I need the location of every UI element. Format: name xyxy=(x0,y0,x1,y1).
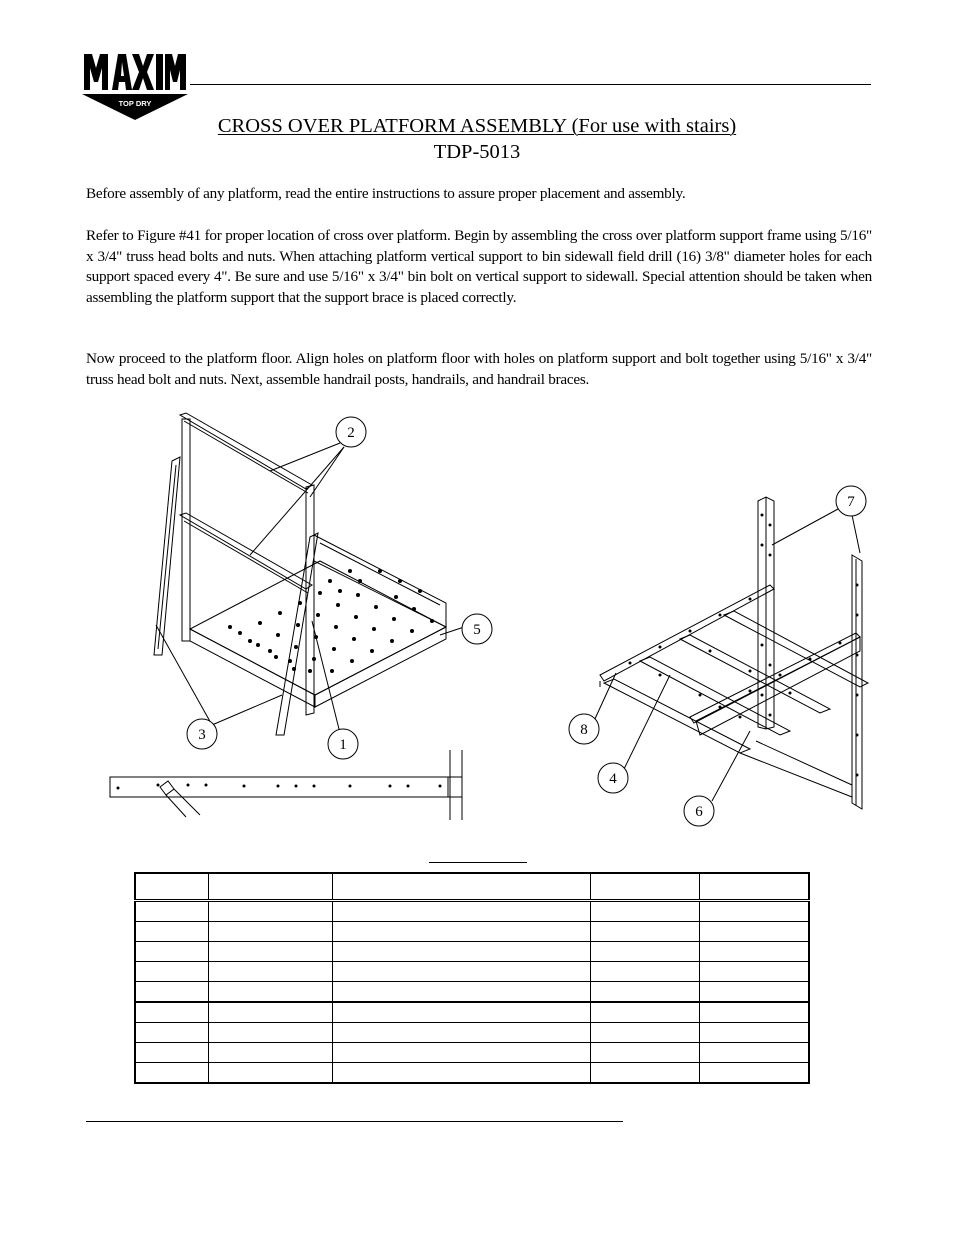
table-row xyxy=(135,942,809,962)
column-header xyxy=(332,873,590,901)
title-line-1: CROSS OVER PLATFORM ASSEMBLY (For use with stairs) xyxy=(217,115,737,137)
svg-text:2: 2 xyxy=(347,425,355,441)
table-cell xyxy=(208,1063,332,1084)
svg-text:1: 1 xyxy=(339,737,347,753)
table-cell xyxy=(208,942,332,962)
table-cell xyxy=(332,942,590,962)
table-cell xyxy=(699,1063,809,1084)
callout-6 xyxy=(684,796,714,826)
table-cell xyxy=(332,901,590,922)
table-cell xyxy=(208,982,332,1003)
table-cell xyxy=(590,1043,699,1063)
page-title xyxy=(0,114,954,164)
table-cell xyxy=(590,922,699,942)
table-cell xyxy=(208,1043,332,1063)
callout-1 xyxy=(328,729,358,759)
maxim-top-dry-logo xyxy=(82,52,188,120)
support-frame-drawing xyxy=(594,497,868,809)
callout-2 xyxy=(336,417,366,447)
table-cell xyxy=(208,1002,332,1023)
table-cell xyxy=(208,901,332,922)
paragraph-support-frame: Refer to Figure #41 for proper location of cross over platform. Begin by assembling the cross over platform support frame using 5/16" x 3/4" truss head bolts and nuts. When attaching platform vertical support to bin sidewall field drill (16) 3/8" diameter holes for each support spaced every 4". Be sure and use 5/16" x 3/4" bin bolt on vertical support to sidewall. Special attention should be taken when assembling the platform support that the support brace is placed correctly. xyxy=(86,227,872,307)
paragraph-platform-floor: Now proceed to the platform floor. Align holes on platform floor with holes on platform support and bolt together using 5/16" x 3/4" truss head bolt and nuts. Next, assemble handrail posts, handrails, and handrail braces. xyxy=(86,350,872,388)
table-cell xyxy=(332,1063,590,1084)
table-cell xyxy=(135,942,208,962)
svg-text:7: 7 xyxy=(847,494,855,510)
header-rule xyxy=(190,84,871,85)
parts-list-table xyxy=(134,872,810,1084)
table-cell xyxy=(332,1043,590,1063)
table-cell xyxy=(208,922,332,942)
table-cell xyxy=(590,982,699,1003)
table-cell xyxy=(208,1023,332,1043)
callout-3 xyxy=(187,719,217,749)
callout-5 xyxy=(462,614,492,644)
table-row xyxy=(135,962,809,982)
table-cell xyxy=(135,901,208,922)
table-row xyxy=(135,901,809,922)
table-cell xyxy=(332,982,590,1003)
table-cell xyxy=(135,1063,208,1084)
table-cell xyxy=(699,922,809,942)
parts-list-caption xyxy=(429,848,527,863)
table-cell xyxy=(135,982,208,1003)
logo-tagline: TOP DRY xyxy=(118,99,152,108)
table-cell xyxy=(699,942,809,962)
table-row xyxy=(135,1002,809,1023)
svg-text:5: 5 xyxy=(473,622,481,638)
table-cell xyxy=(590,901,699,922)
table-row xyxy=(135,922,809,942)
table-row xyxy=(135,1063,809,1084)
assembly-figure xyxy=(100,405,880,835)
column-header xyxy=(590,873,699,901)
table-cell xyxy=(332,922,590,942)
table-cell xyxy=(590,1023,699,1043)
table-cell xyxy=(699,1023,809,1043)
table-cell xyxy=(590,942,699,962)
table-cell xyxy=(590,1002,699,1023)
table-cell xyxy=(332,1002,590,1023)
table-cell xyxy=(699,982,809,1003)
callout-7 xyxy=(836,486,866,516)
svg-text:4: 4 xyxy=(609,771,617,787)
table-cell xyxy=(332,962,590,982)
table-header-row xyxy=(135,873,809,901)
callout-8 xyxy=(569,714,599,744)
svg-text:8: 8 xyxy=(580,722,588,738)
svg-text:3: 3 xyxy=(198,727,206,743)
table-cell xyxy=(590,962,699,982)
table-cell xyxy=(135,1043,208,1063)
table-cell xyxy=(699,962,809,982)
column-header xyxy=(699,873,809,901)
table-cell xyxy=(135,922,208,942)
table-cell xyxy=(699,1002,809,1023)
table-cell xyxy=(699,901,809,922)
table-row xyxy=(135,982,809,1003)
platform-floor-assembly-drawing xyxy=(110,413,464,820)
table-row xyxy=(135,1043,809,1063)
title-line-2: TDP-5013 xyxy=(433,141,521,163)
table-cell xyxy=(699,1043,809,1063)
column-header xyxy=(135,873,208,901)
svg-text:6: 6 xyxy=(695,804,703,820)
floor-holes xyxy=(228,569,434,673)
table-cell xyxy=(590,1063,699,1084)
table-cell xyxy=(332,1023,590,1043)
table-cell xyxy=(135,1023,208,1043)
table-cell xyxy=(135,962,208,982)
table-cell xyxy=(135,1002,208,1023)
callout-4 xyxy=(598,763,628,793)
table-row xyxy=(135,1023,809,1043)
paragraph-intro: Before assembly of any platform, read the entire instructions to assure proper placement and assembly. xyxy=(86,185,686,202)
column-header xyxy=(208,873,332,901)
footer-rule xyxy=(86,1121,623,1122)
table-cell xyxy=(208,962,332,982)
